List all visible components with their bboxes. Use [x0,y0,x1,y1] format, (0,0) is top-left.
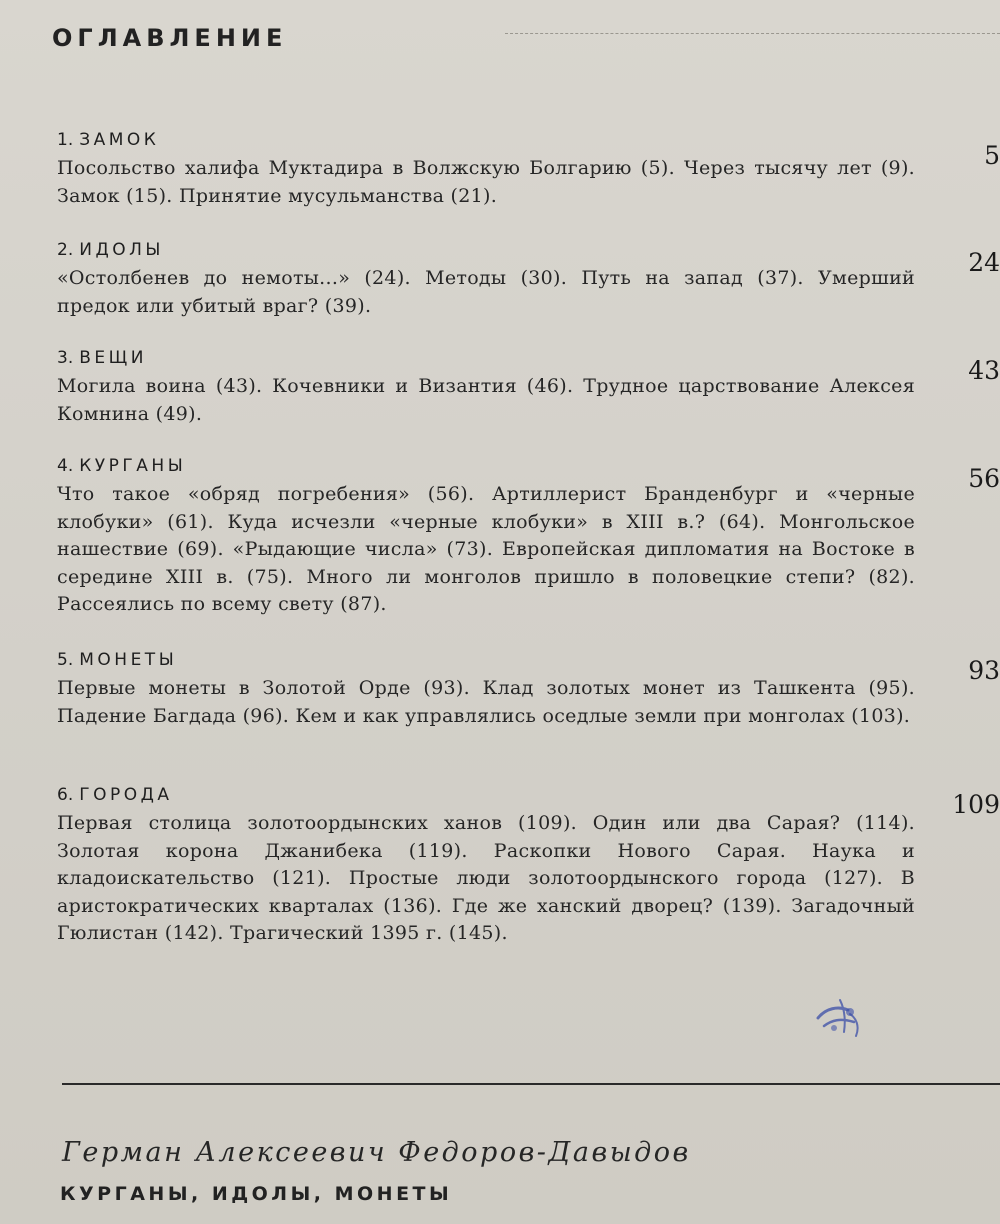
section-heading [57,456,927,476]
section-number: 2. [57,240,74,260]
author-name: Герман Алексеевич Федоров-Давыдов [62,1137,691,1168]
section-contents: Что такое «обряд погребения» (56). Артиллерист Бранденбург и «черные клобуки» (61). Куда исчезли «черные клобуки» в XIII в.? (64). Монгольское нашествие (69). «Рыдающие числа» (73). Европейская дипломатия на Востоке в середине XIII в. (75). Много ли монголов пришло в половецкие степи? (82). Рассеялись по всему свету (87). [57,483,915,615]
header-divider [505,33,1000,34]
section-heading [57,348,927,368]
section-contents: Первая столица золотоордынских ханов (109). Один или два Сарая? (114). Золотая корона Джанибека (119). Раскопки Нового Сарая. Наука и кладоискательство (121). Простые люди золотоордынского города (127). В аристократических кварталах (136). Где же ханский дворец? (139). Загадочный Гюлистан (142). Трагический 1395 г. (145). [57,812,915,944]
section-heading [57,650,927,670]
toc-section-2 [57,240,927,320]
section-number: 3. [57,348,74,368]
section-title: МОНЕТЫ [79,650,178,670]
page-title: ОГЛАВЛЕНИЕ [52,24,288,52]
section-heading [57,240,927,260]
section-number: 6. [57,785,74,805]
footer-divider [62,1083,1000,1085]
toc-section-5 [57,650,927,730]
toc-section-4 [57,456,927,619]
section-title: ВЕЩИ [79,348,147,368]
section-contents: Первые монеты в Золотой Орде (93). Клад золотых монет из Ташкента (95). Падение Багдада (96). Кем и как управлялись оседлые земли при монголах (103). [57,677,915,727]
toc-section-3 [57,348,927,428]
page-number: 93 [968,656,1000,685]
section-contents: Могила воина (43). Кочевники и Византия (46). Трудное царствование Алексея Комнина (49). [57,375,915,425]
section-number: 1. [57,130,74,150]
section-contents: Посольство халифа Муктадира в Волжскую Болгарию (5). Через тысячу лет (9). Замок (15). Принятие мусульманства (21). [57,157,915,207]
section-number: 5. [57,650,74,670]
page-number: 109 [952,790,1000,819]
ink-stamp [810,988,870,1048]
toc-section-6 [57,785,927,948]
page-number: 5 [984,141,1000,170]
page-number: 56 [968,464,1000,493]
page-number: 24 [968,248,1000,277]
section-title: ЗАМОК [79,130,160,150]
section-title: ИДОЛЫ [79,240,164,260]
book-title: КУРГАНЫ, ИДОЛЫ, МОНЕТЫ [60,1183,453,1205]
section-contents: «Остолбенев до немоты...» (24). Методы (30). Путь на запад (37). Умерший предок или убитый враг? (39). [57,267,915,317]
section-title: КУРГАНЫ [79,456,187,476]
section-heading [57,785,927,805]
toc-section-1 [57,130,927,210]
section-number: 4. [57,456,74,476]
section-title: ГОРОДА [79,785,173,805]
section-heading [57,130,927,150]
page-number: 43 [968,356,1000,385]
